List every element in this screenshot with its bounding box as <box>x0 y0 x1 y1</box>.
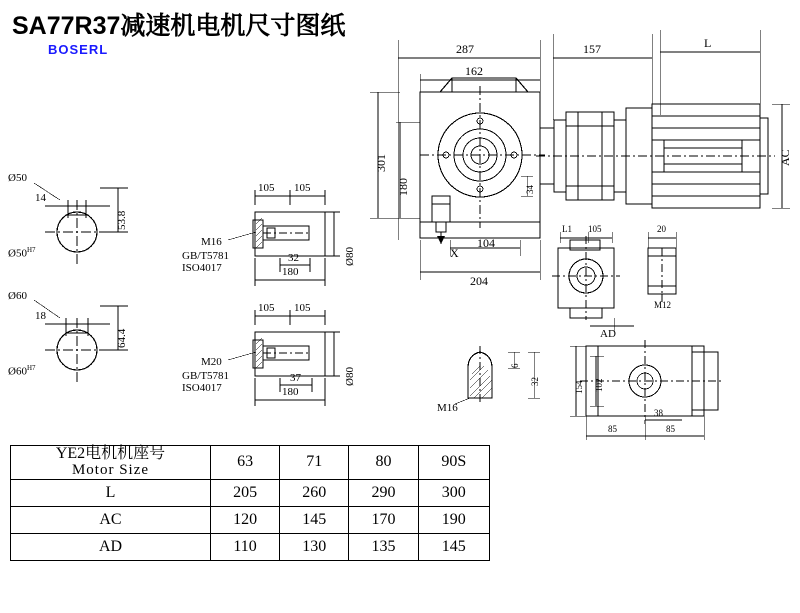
label-shaft2-diameter: Ø60 <box>8 290 27 302</box>
label-main-301: 301 <box>374 154 388 172</box>
label-shaft1-height: 53.8 <box>116 210 128 230</box>
motor-size-table <box>10 445 490 561</box>
table-header-size-1: 71 <box>280 446 349 480</box>
label-flange-top-diameter: Ø80 <box>344 247 356 266</box>
label-detail-85b: 85 <box>666 424 675 434</box>
table-row <box>11 533 490 560</box>
label-detail-M16: M16 <box>437 402 458 414</box>
table-cell-L-90S: 300 <box>418 479 489 506</box>
label-detail-M12: M12 <box>654 300 672 310</box>
label-detail-85a: 85 <box>608 424 617 434</box>
label-main-AC: AC <box>778 149 792 166</box>
brand-logo: BOSERL <box>48 42 109 57</box>
table-header-size-0: 63 <box>211 446 280 480</box>
label-flange-bottom-dim-d: 180 <box>282 386 299 398</box>
table-header-motor-size: YE2电机机座号 Motor Size <box>11 446 211 480</box>
label-flange-bottom-diameter: Ø80 <box>344 367 356 386</box>
label-detail-AD: AD <box>600 328 616 340</box>
table-cell-L-71: 260 <box>280 479 349 506</box>
table-cell-L-63: 205 <box>211 479 280 506</box>
table-row <box>11 506 490 533</box>
label-main-204: 204 <box>470 274 488 288</box>
label-main-157: 157 <box>583 42 601 56</box>
table-row-label-AD: AD <box>11 533 211 560</box>
table-row <box>11 479 490 506</box>
label-flange-bottom-std1: GB/T5781 <box>182 370 230 382</box>
table-cell-AD-63: 110 <box>211 533 280 560</box>
label-flange-top-std2: ISO4017 <box>182 262 222 274</box>
label-flange-top-dim-d: 180 <box>282 266 299 278</box>
table-cell-AC-63: 120 <box>211 506 280 533</box>
label-detail-105: 105 <box>588 224 602 234</box>
label-main-X: X <box>450 246 459 260</box>
label-detail-20: 20 <box>657 224 666 234</box>
label-flange-bottom-dim-a: 105 <box>258 302 275 314</box>
label-shaft1-key-width: 14 <box>35 192 46 204</box>
label-flange-bottom-std2: ISO4017 <box>182 382 222 394</box>
table-cell-AC-71: 145 <box>280 506 349 533</box>
label-detail-32: 32 <box>530 377 540 386</box>
label-flange-top-thread: M16 <box>201 236 222 248</box>
label-flange-bottom-thread: M20 <box>201 356 222 368</box>
label-main-287: 287 <box>456 42 474 56</box>
table-cell-AC-80: 170 <box>349 506 418 533</box>
label-main-34: 34 <box>525 185 535 194</box>
label-shaft2-height: 64.4 <box>116 328 128 348</box>
table-row-label-AC: AC <box>11 506 211 533</box>
label-flange-top-dim-b: 105 <box>294 182 311 194</box>
label-flange-bottom-dim-b: 105 <box>294 302 311 314</box>
label-main-104: 104 <box>477 236 495 250</box>
table-header-size-3: 90S <box>418 446 489 480</box>
label-flange-bottom-dim-c: 37 <box>290 372 301 384</box>
table-cell-L-80: 290 <box>349 479 418 506</box>
label-flange-top-dim-a: 105 <box>258 182 275 194</box>
label-shaft2-key-width: 18 <box>35 310 46 322</box>
label-detail-102: 102 <box>594 378 604 392</box>
label-main-180: 180 <box>396 178 410 196</box>
label-main-L: L <box>704 36 712 50</box>
table-row-label-L: L <box>11 479 211 506</box>
table-cell-AD-80: 135 <box>349 533 418 560</box>
page-title: SA77R37减速机电机尺寸图纸 <box>12 12 346 40</box>
label-main-162: 162 <box>465 64 483 78</box>
label-flange-top-std1: GB/T5781 <box>182 250 230 262</box>
table-row-header <box>11 446 490 480</box>
label-detail-L1: L1 <box>562 224 572 234</box>
label-shaft1-fit-diameter: $Ø50^{H7}$ <box>8 246 36 260</box>
label-detail-154: 154 <box>574 380 584 394</box>
label-shaft2-fit-diameter: $Ø60^{H7}$ <box>8 364 36 378</box>
label-detail-6: 6 <box>510 363 520 368</box>
label-detail-38: 38 <box>654 408 663 418</box>
table-header-size-2: 80 <box>349 446 418 480</box>
table-cell-AD-71: 130 <box>280 533 349 560</box>
table-cell-AC-90S: 190 <box>418 506 489 533</box>
label-flange-top-dim-c: 32 <box>288 252 299 264</box>
label-shaft1-diameter: Ø50 <box>8 172 27 184</box>
table-cell-AD-90S: 145 <box>418 533 489 560</box>
